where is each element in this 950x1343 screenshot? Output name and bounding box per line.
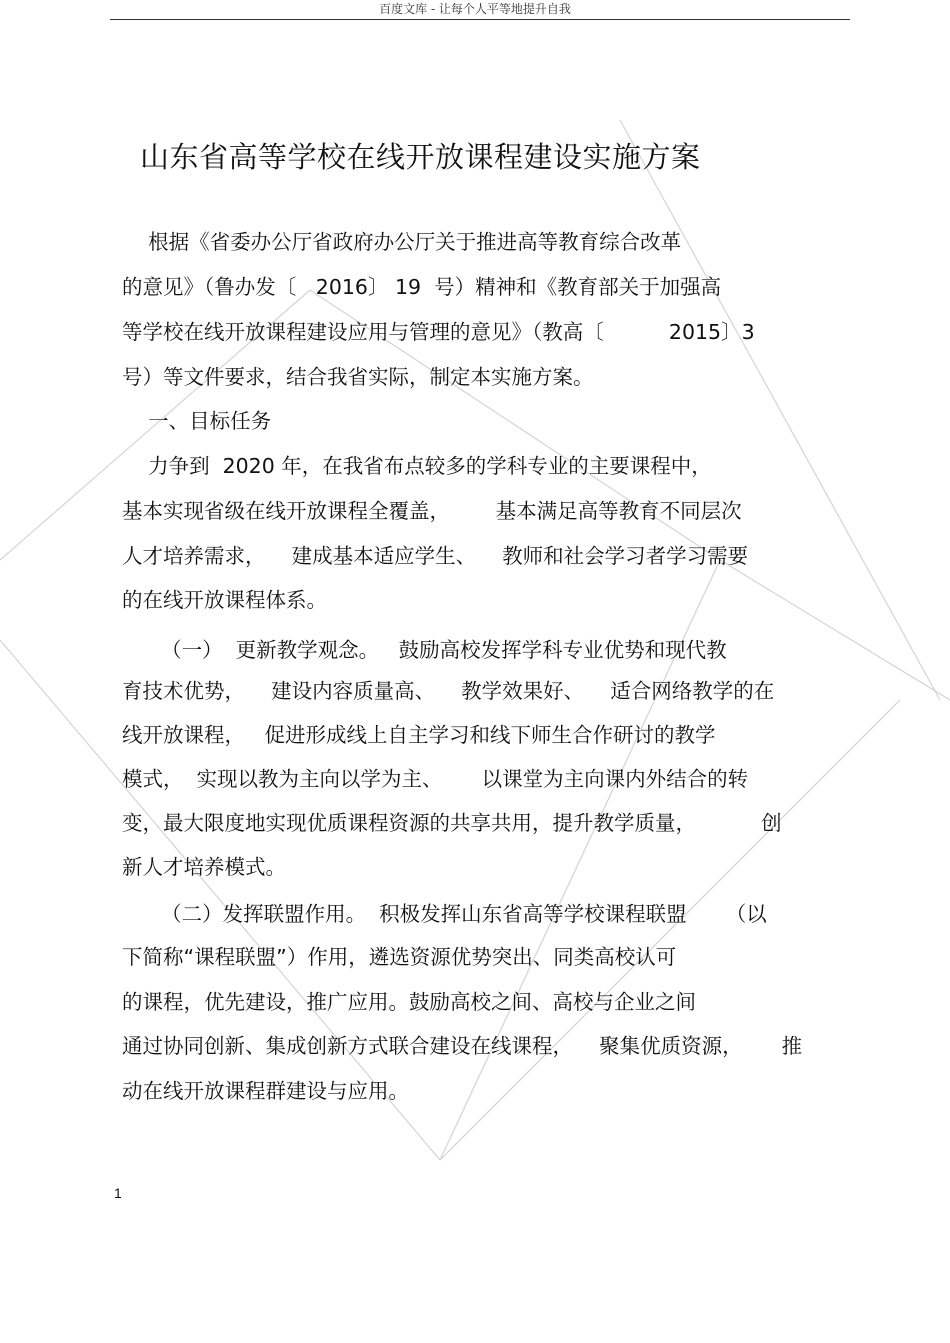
body-line: 的意见》（鲁办发〔 2016〕 19 号）精神和《教育部关于加强高 <box>122 275 722 299</box>
body-line: 模式， 实现以教为主向以学为主、 以课堂为主向课内外结合的转 <box>122 767 749 791</box>
header-text: 百度文库 - 让每个人平等地提升自我 <box>379 2 571 16</box>
body-line: 新人才培养模式。 <box>122 855 286 879</box>
body-line: 变，最大限度地实现优质课程资源的共享共用，提升教学质量， 创 <box>122 811 782 835</box>
body-line: 号）等文件要求，结合我省实际，制定本实施方案。 <box>122 365 594 389</box>
body-line: 育技术优势， 建设内容质量高、 教学效果好、 适合网络教学的在 <box>122 679 775 703</box>
body-line: 基本实现省级在线开放课程全覆盖， 基本满足高等教育不同层次 <box>122 499 742 523</box>
body-line: 通过协同创新、集成创新方式联合建设在线课程， 聚集优质资源， 推 <box>122 1034 803 1058</box>
body-line: 人才培养需求， 建成基本适应学生、 教师和社会学习者学习需要 <box>122 544 749 568</box>
body-line: （二）发挥联盟作用。 积极发挥山东省高等学校课程联盟 （以 <box>122 902 767 926</box>
document-title: 山东省高等学校在线开放课程建设实施方案 <box>140 140 701 174</box>
header-rule <box>110 19 850 20</box>
body-line: 力争到 2020 年，在我省布点较多的学科专业的主要课程中， <box>122 454 712 478</box>
body-line: 根据《省委办公厅省政府办公厅关于推进高等教育综合改革 <box>122 230 682 254</box>
body-line: 的在线开放课程体系。 <box>122 588 327 612</box>
section-heading: 一、目标任务 <box>122 409 272 433</box>
body-line: 动在线开放课程群建设与应用。 <box>122 1079 409 1103</box>
body-line: 等学校在线开放课程建设应用与管理的意见》（教高〔 2015〕3 <box>122 320 755 344</box>
body-line: 线开放课程， 促进形成线上自主学习和线下师生合作研讨的教学 <box>122 723 716 747</box>
body-line: （一） 更新教学观念。 鼓励高校发挥学科专业优势和现代教 <box>122 638 727 662</box>
page-number: 1 <box>114 1185 122 1201</box>
body-line: 的课程，优先建设，推广应用。鼓励高校之间、高校与企业之间 <box>122 990 696 1014</box>
body-line: 下简称“课程联盟”）作用，遴选资源优势突出、同类高校认可 <box>122 945 677 969</box>
